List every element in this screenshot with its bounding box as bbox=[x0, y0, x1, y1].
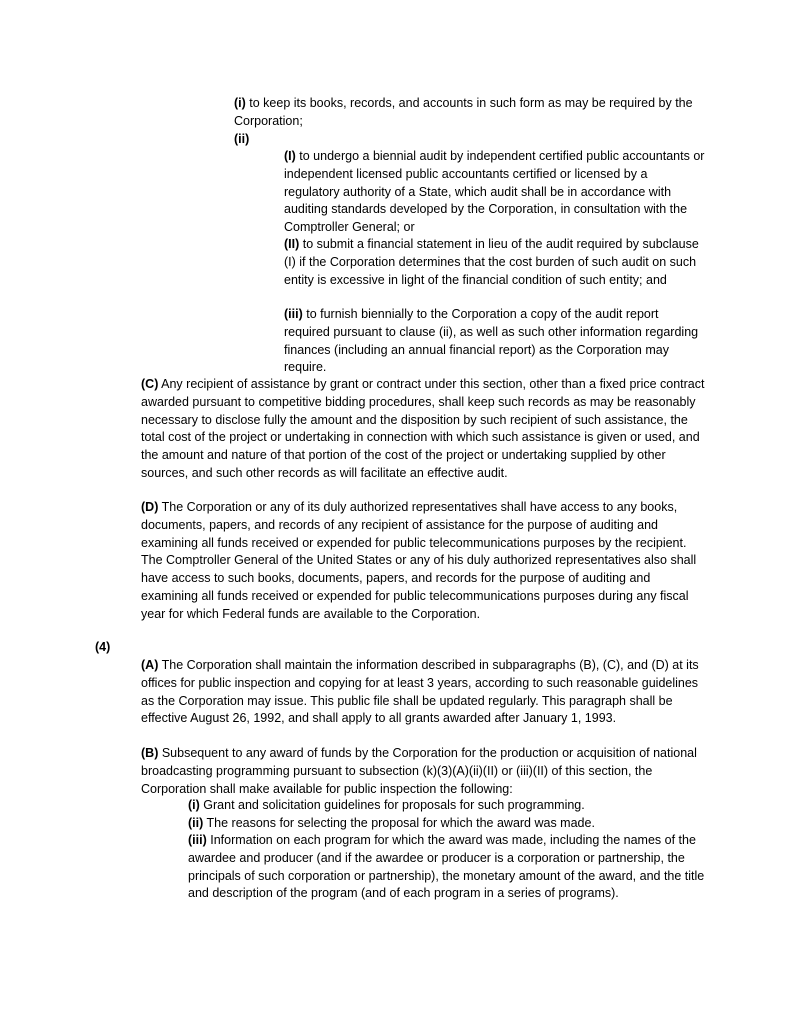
paragraph-label: (ii) bbox=[188, 816, 204, 830]
paragraph-4-b-i bbox=[188, 797, 708, 815]
paragraph-label: (4) bbox=[95, 640, 111, 654]
paragraph-3-b-iii bbox=[284, 306, 706, 377]
paragraph-4-a bbox=[141, 657, 706, 728]
paragraph-3-b-ii-I bbox=[284, 148, 706, 237]
paragraph-3-b-ii bbox=[234, 131, 704, 149]
paragraph-label: (ii) bbox=[234, 132, 250, 146]
paragraph-label: (C) bbox=[141, 377, 159, 391]
paragraph-3-b-ii-II bbox=[284, 236, 706, 289]
paragraph-label: (II) bbox=[284, 237, 300, 251]
paragraph-text: The reasons for selecting the proposal for which the award was made. bbox=[203, 816, 595, 830]
paragraph-text: Any recipient of assistance by grant or contract under this section, other than a fixed price contract awarded pursuant to competitive bidding procedures, shall keep such records as may be reasonably necessary to disclose fully the amount and the disposition by such recipient of such assistance, the total cost of the project or undertaking in connection with which such assistance is given or used, and the amount and nature of that portion of the cost of the project or undertaking supplied by other sources, and such other records as will facilitate an effective audit. bbox=[141, 377, 705, 480]
paragraph-label: (D) bbox=[141, 500, 159, 514]
paragraph-text: Subsequent to any award of funds by the Corporation for the production or acquisition of national broadcasting programming pursuant to subsection (k)(3)(A)(ii)(II) or (iii)(II) of this section, the Corporation shall make available for public inspection the following: bbox=[141, 746, 697, 796]
paragraph-text: Information on each program for which the award was made, including the names of the awardee and producer (and if the awardee or producer is a corporation or partnership, the principals of such corporation or partnership), the monetary amount of the award, and the title and description of the program (and of each program in a series of programs). bbox=[188, 833, 705, 901]
paragraph-3-d bbox=[141, 499, 706, 624]
paragraph-3-b-i bbox=[234, 95, 704, 131]
paragraph-label: (i) bbox=[234, 96, 246, 110]
paragraph-4-b-ii bbox=[188, 815, 708, 833]
paragraph-label: (i) bbox=[188, 798, 200, 812]
paragraph-text: to furnish biennially to the Corporation a copy of the audit report required pursuant to clause (ii), as well as such other information regarding finances (including an annual financial report) as the Corporation may require. bbox=[284, 307, 699, 375]
paragraph-text: The Corporation shall maintain the information described in subparagraphs (B), (C), and (D) at its offices for public inspection and copying for at least 3 years, according to such reasonable guidelines as the Corporation may issue. This public file shall be updated regularly. This paragraph shall be effective August 26, 1992, and shall apply to all grants awarded after January 1, 1993. bbox=[141, 658, 699, 726]
paragraph-label: (iii) bbox=[284, 307, 303, 321]
paragraph-label: (A) bbox=[141, 658, 159, 672]
paragraph-text: to keep its books, records, and accounts in such form as may be required by the Corporation; bbox=[234, 96, 693, 128]
paragraph-4 bbox=[95, 639, 110, 657]
paragraph-label: (B) bbox=[141, 746, 159, 760]
paragraph-3-c bbox=[141, 376, 706, 483]
paragraph-text: Grant and solicitation guidelines for proposals for such programming. bbox=[199, 798, 585, 812]
paragraph-label: (iii) bbox=[188, 833, 207, 847]
paragraph-text: to undergo a biennial audit by independent certified public accountants or independent licensed public accountants certified or licensed by a regulatory authority of a State, which audit shall be in accordance with auditing standards developed by the Corporation, in consultation with the Comptroller General; or bbox=[284, 149, 705, 235]
paragraph-text: to submit a financial statement in lieu of the audit required by subclause (I) if the Corporation determines that the cost burden of such audit on such entity is excessive in light of the financial condition of such entity; and bbox=[284, 237, 699, 287]
paragraph-4-b-iii bbox=[188, 832, 708, 903]
paragraph-4-b bbox=[141, 745, 706, 798]
paragraph-label: (I) bbox=[284, 149, 296, 163]
paragraph-text: The Corporation or any of its duly authorized representatives shall have access to any books, documents, papers, and records of any recipient of assistance for the purpose of auditing and examining all funds received or expended for public telecommunications purposes by the recipient. The Comptroller General of the United States or any of his duly authorized representatives also shall have access to such books, documents, papers, and records for the purpose of auditing and examining all funds received or expended for public telecommunications purposes during any fiscal year for which Federal funds are available to the Corporation. bbox=[141, 500, 697, 621]
